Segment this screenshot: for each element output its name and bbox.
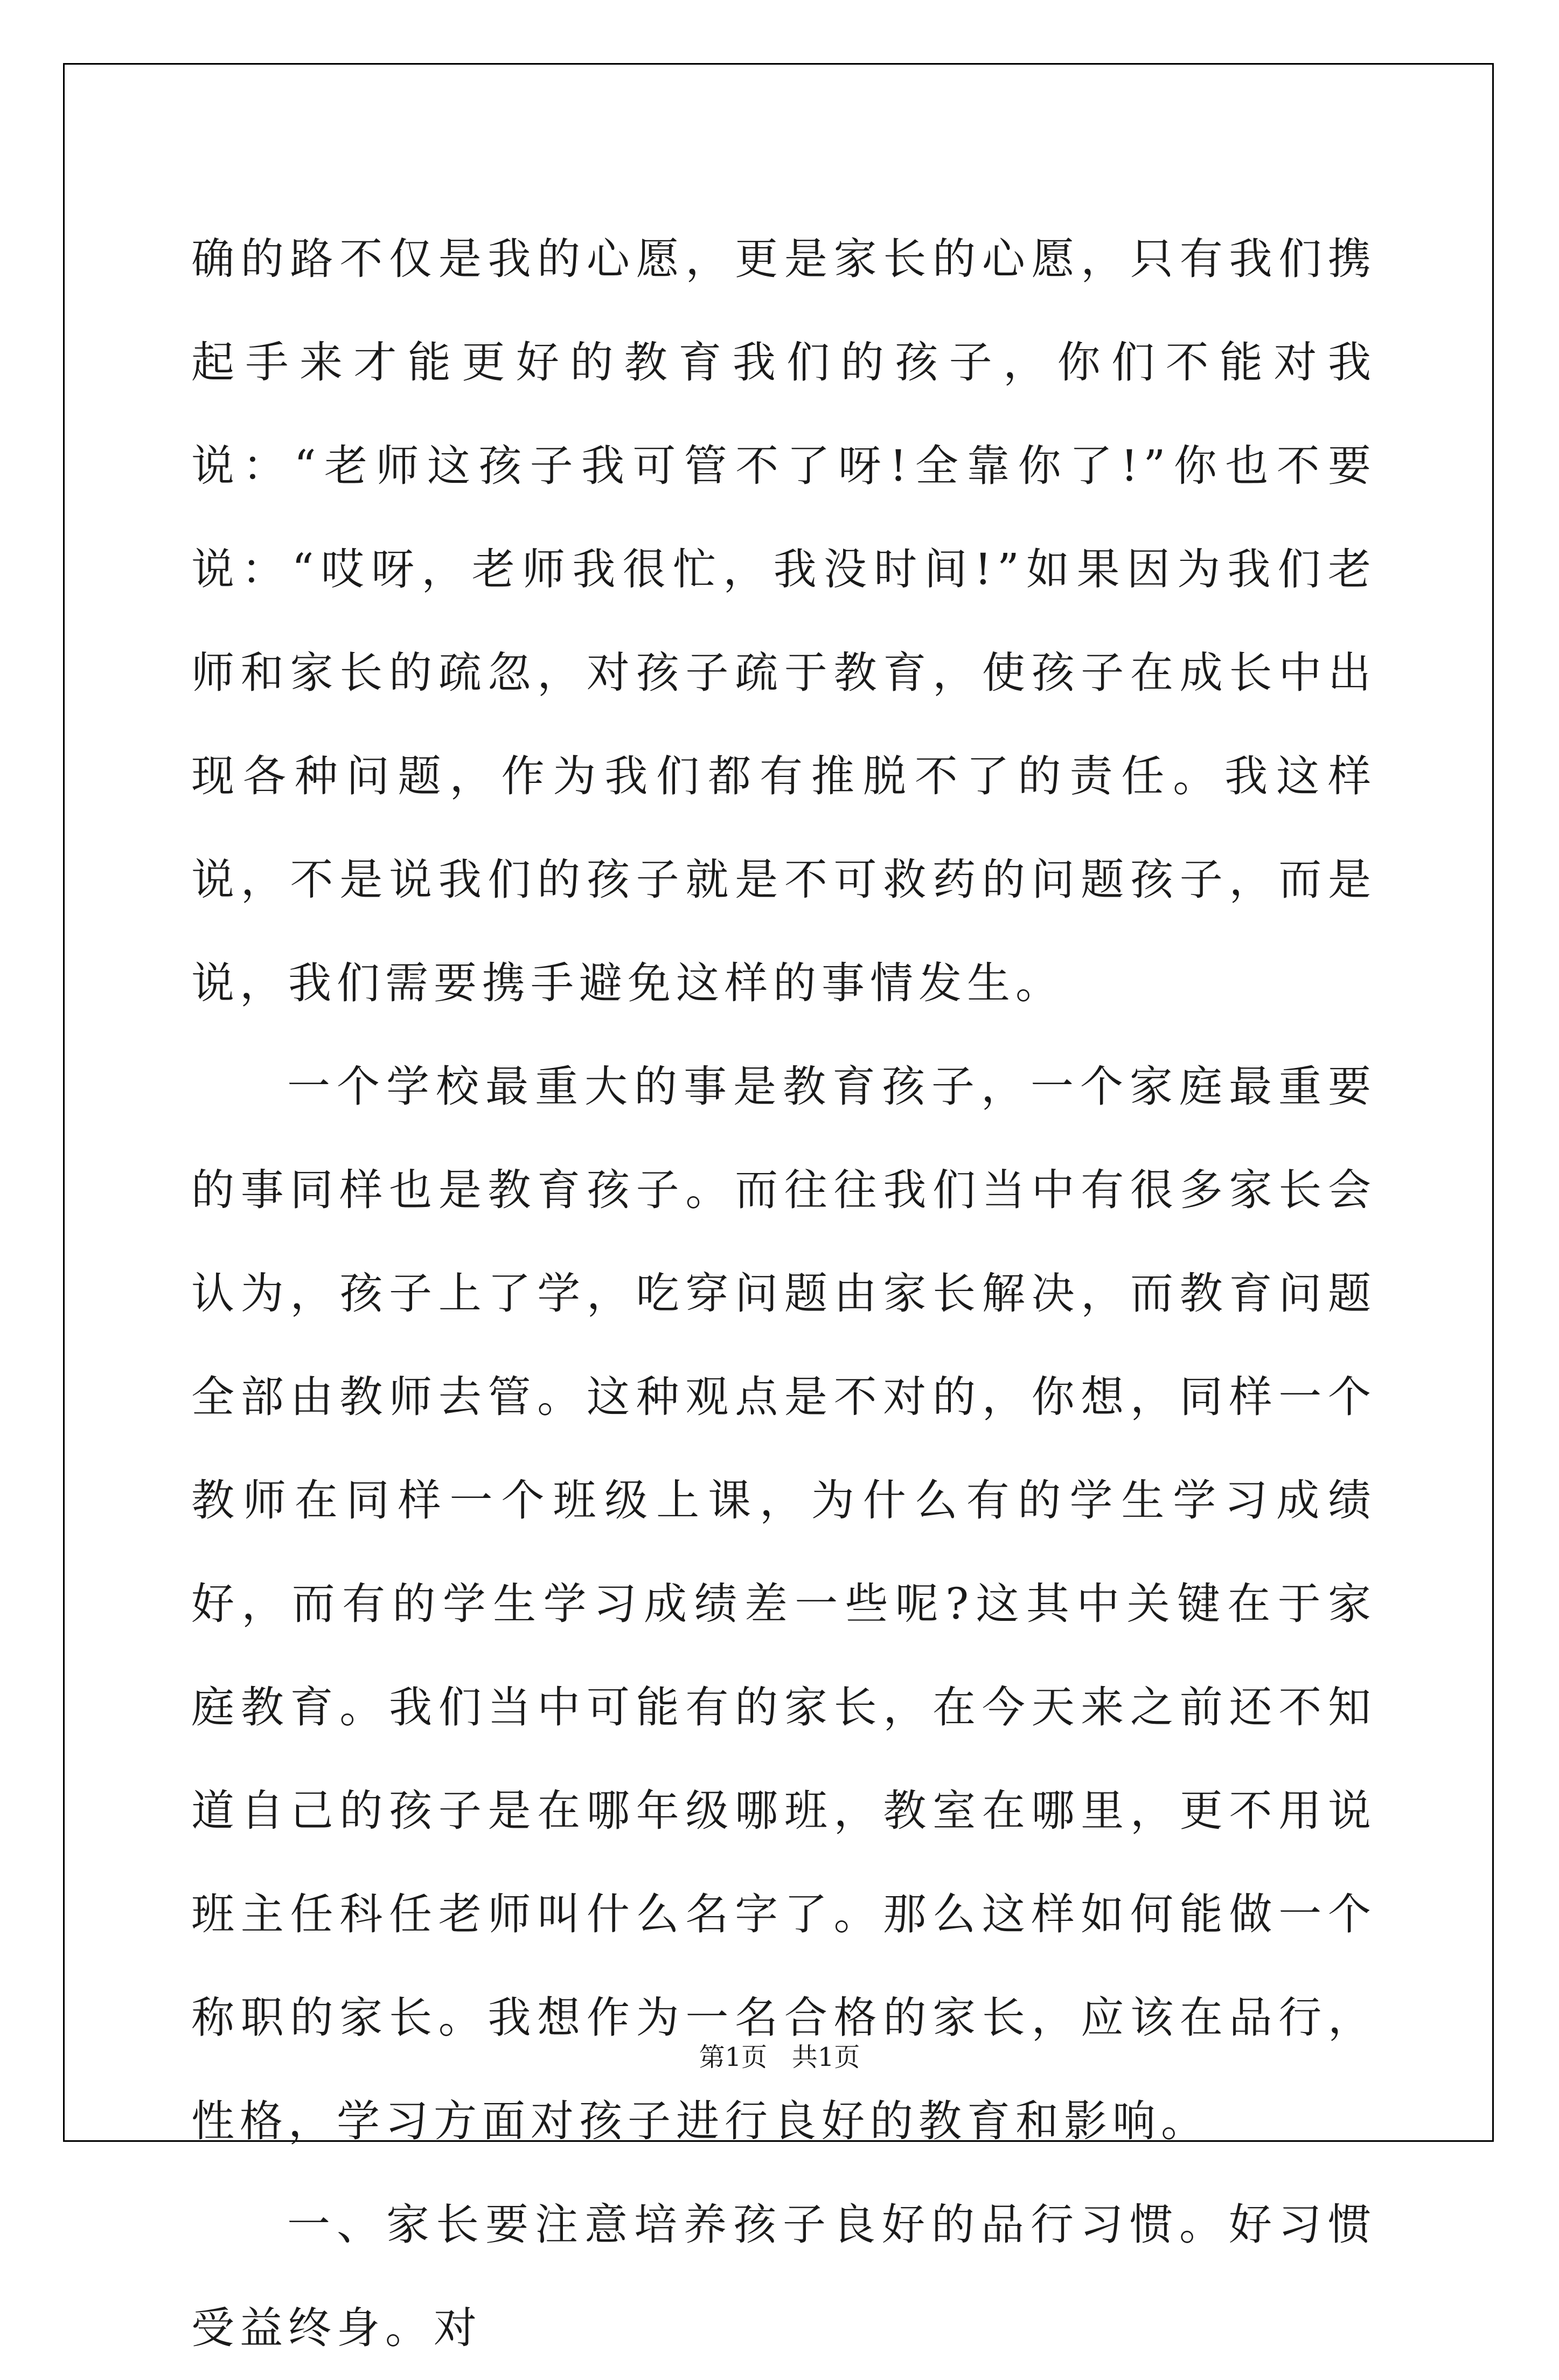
paragraph-2: 一个学校最重大的事是教育孩子，一个家庭最重要的事同样也是教育孩子。而往往我们当中有很多家长会认为，孩子上了学，吃穿问题由家长解决，而教育问题全部由教师去管。这种观点是不对的，你想，同样一个教师在同样一个班级上课，为什么有的学生学习成绩好，而有的学生学习成绩差一些呢?这其中关键在于家庭教育。我们当中可能有的家长，在今天来之前还不知道自己的孩子是在哪年级哪班，教室在哪里，更不用说班主任科任老师叫什么名字了。那么这样如何能做一个称职的家长。我想作为一名合格的家长，应该在品行，性格，学习方面对孩子进行良好的教育和影响。 <box>191 1061 1376 2146</box>
paragraph-1: 确的路不仅是我的心愿，更是家长的心愿，只有我们携起手来才能更好的教育我们的孩子，你们不能对我说：“老师这孩子我可管不了呀!全靠你了!”你也不要说：“哎呀，老师我很忙，我没时间!”如果因为我们老师和家长的疏忽，对孩子疏于教育，使孩子在成长中出现各种问题，作为我们都有推脱不了的责任。我这样说，不是说我们的孩子就是不可救药的问题孩子，而是说，我们需要携手避免这样的事情发生。 <box>191 234 1376 1008</box>
page-number-current: 第1页 <box>699 2042 768 2072</box>
paragraph-3: 一、家长要注意培养孩子良好的品行习惯。好习惯受益终身。对 <box>191 2199 1376 2353</box>
page-footer <box>0 2041 1559 2073</box>
page-number-total: 共1页 <box>791 2042 860 2072</box>
